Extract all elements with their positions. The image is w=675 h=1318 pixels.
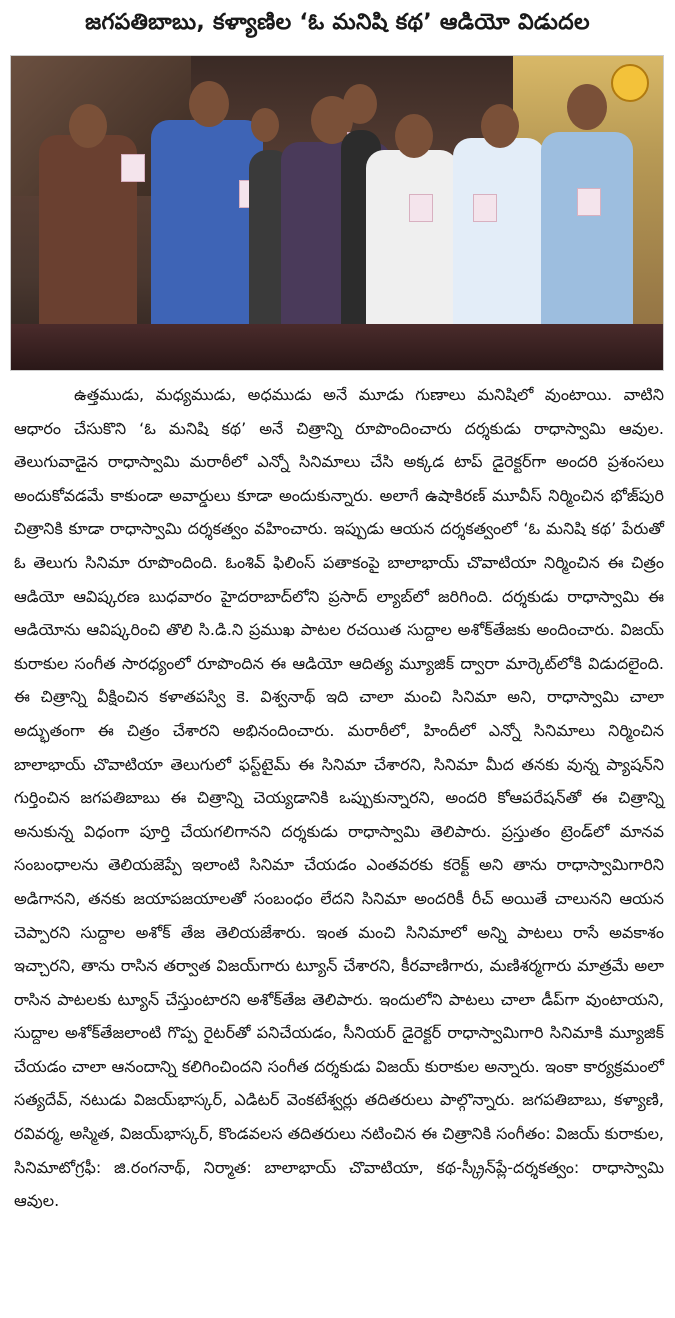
- person-3-head: [251, 108, 279, 142]
- stage-floor: [11, 324, 663, 370]
- person-6-head: [395, 114, 433, 158]
- cd-cover: [577, 188, 601, 216]
- cd-cover: [121, 154, 145, 182]
- person-1-head: [69, 104, 107, 148]
- film-logo-icon: [611, 64, 649, 102]
- article-body: [14, 378, 664, 1218]
- article-headline: జగపతిబాబు, కళ్యాణిల ‘ఓ మనిషి కథ’ ఆడియో విడుదల: [85, 10, 590, 35]
- person-7-head: [481, 104, 519, 148]
- person-2-head: [189, 81, 229, 127]
- person-8-head: [567, 84, 607, 130]
- cd-cover: [409, 194, 433, 222]
- article-paragraph: ఉత్తముడు, మధ్యముడు, అధముడు అనే మూడు గుణాలు మనిషిలో వుంటాయి. వాటిని ఆధారం చేసుకొని ‘ఓ మనిషి కథ’ అనే చిత్రాన్ని రూపొందించారు దర్శకుడు రాధాస్వామి ఆవుల. తెలుగువాడైన రాధాస్వామి మరాఠీలో ఎన్నో సినిమాలు చేసి అక్కడ టాప్ డైరెక్టర్‌గా అందరి ప్రశంసలు అందుకోవడమే కాకుండా అవార్డులు కూడా అందుకున్నారు. అలాగే ఉషాకిరణ్ మూవీస్ నిర్మించిన భోజ్‌పురి చిత్రానికి కూడా రాధాస్వామి దర్శకత్వం వహించారు. ఇప్పుడు ఆయన దర్శకత్వంలో ‘ఓ మనిషి కథ’ పేరుతో ఓ తెలుగు సినిమా రూపొందింది. ఓంశివ్ ఫిలింస్ పతాకంపై బాలాభాయ్ చొవాటియా నిర్మించిన ఈ చిత్రం ఆడియో ఆవిష్కరణ బుధవారం హైదరాబాద్‌లోని ప్రసాద్ ల్యాబ్‌లో జరిగింది. దర్శకుడు రాధాస్వామి ఈ ఆడియోను ఆవిష్కరించి తొలి సి.డి.ని ప్రముఖ పాటల రచయిత సుద్దాల అశోక్‌తేజకు అందించారు. విజయ్ కురాకుల సంగీత సారధ్యంలో రూపొందిన ఈ ఆడియో ఆదిత్య మ్యూజిక్ ద్వారా మార్కెట్‌లోకి విడుదలైంది. ఈ చిత్రాన్ని వీక్షించిన కళాతపస్వి కె. విశ్వనాథ్ ఇది చాలా మంచి సినిమా అని, రాధాస్వామి చాలా అద్భుతంగా ఈ చిత్రం చేశారని అభినందించారు. మరాఠీలో, హిందీలో ఎన్నో సినిమాలు నిర్మించిన బాలాభాయ్ చొవాటియా తెలుగులో ఫస్ట్‌టైమ్ ఈ సినిమా చేశారని, సినిమా మీద తనకు వున్న ప్యాషన్‌ని గుర్తించిన జగపతిబాబు ఈ చిత్రాన్ని చెయ్యడానికి ఒప్పుకున్నారని, అందరి కోఆపరేషన్‌తో ఈ చిత్రాన్ని అనుకున్న విధంగా పూర్తి చేయగలిగానని దర్శకుడు రాధాస్వామి తెలిపారు. ప్రస్తుతం ట్రెండ్‌లో మానవ సంబంధాలను తెలియజెప్పే ఇలాంటి సినిమా చేయడం ఎంతవరకు కరెక్ట్ అని తాను రాధాస్వామిగారిని అడిగానని, తనకు జయాపజయాలతో సంబంధం లేదని సినిమా అందరికీ రీచ్ అయితే చాలునని ఆయన చెప్పారని సుద్దాల అశోక్ తేజ తెలియజేశారు. ఇంత మంచి సినిమాలో అన్ని పాటలు రాసే అవకాశం ఇచ్చారని, తాను రాసిన తర్వాత విజయ్‌గారు ట్యూన్ చేశారని, కీరవాణిగారు, మణిశర్మగారు మాత్రమే అలా రాసిన పాటలకు ట్యూన్ చేస్తుంటారని అశోక్‌తేజ తెలిపారు. ఇందులోని పాటలు చాలా డీప్‌గా వుంటాయని, సుద్దాల అశోక్‌తేజలాంటి గొప్ప రైటర్‌తో పనిచేయడం, సీనియర్ డైరెక్టర్ రాధాస్వామిగారి సినిమాకి మ్యూజిక్ చేయడం చాలా ఆనందాన్ని కలిగించిందని సంగీత దర్శకుడు విజయ్ కురాకుల అన్నారు. ఇంకా కార్యక్రమంలో సత్యదేవ్, నటుడు విజయ్‌భాస్కర్, ఎడిటర్ వెంకటేశ్వర్లు తదితరులు పాల్గొన్నారు. జగపతిబాబు, కళ్యాణి, రవివర్మ, అస్మిత, విజయ్‌భాస్కర్, కొండవలస తదితరులు నటించిన ఈ చిత్రానికి సంగీతం: విజయ్ కురాకుల, సినిమాటోగ్రఫీ: జి.రంగనాథ్, నిర్మాత: బాలాభాయ్ చొవాటియా, కథ-స్క్రీన్‌ప్లే-దర్శకత్వం: రాధాస్వామి ఆవుల.: [14, 385, 664, 1211]
- event-photo: [10, 55, 664, 371]
- person-5-head: [343, 84, 377, 124]
- cd-cover: [473, 194, 497, 222]
